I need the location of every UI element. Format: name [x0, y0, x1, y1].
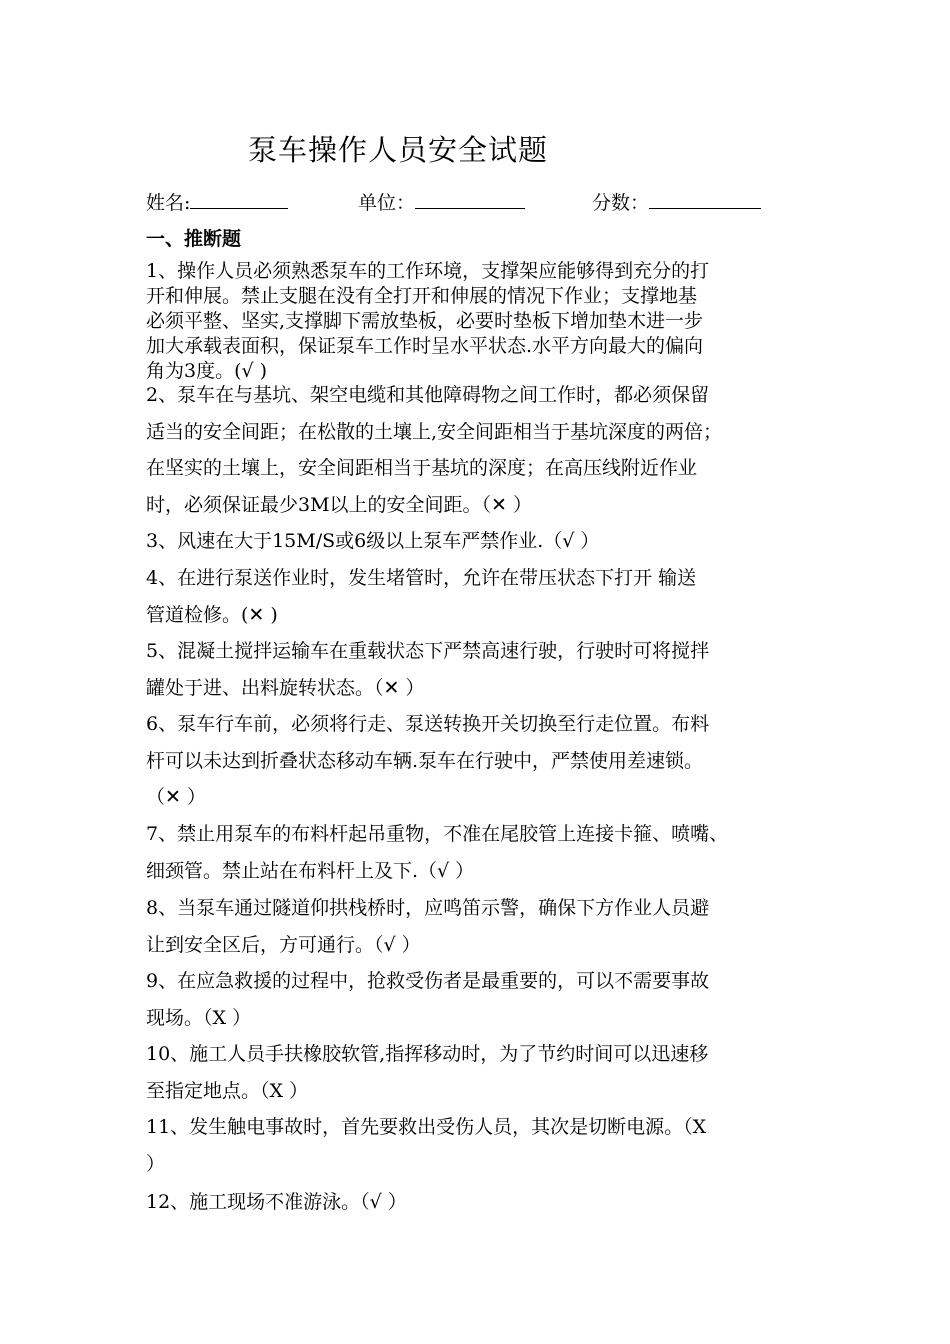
question-line: 4、在进行泵送作业时，发生堵管时，允许在带压状态下打开 输送 [146, 567, 697, 589]
question-line: 管道检修。(✕ ) [146, 603, 278, 626]
question-line: 8、当泵车通过隧道仰拱栈桥时，应鸣笛示警，确保下方作业人员避 [146, 897, 710, 919]
question-1 [146, 259, 836, 384]
question-line: 12、施工现场不准游泳。（√ ） [146, 1191, 407, 1213]
question-line: 7、禁止用泵车的布料杆起吊重物，不准在尾胶管上连接卡箍、喷嘴、 [146, 823, 729, 845]
question-line: 2、泵车在与基坑、架空电缆和其他障碍物之间工作时，都必须保留 [146, 384, 710, 406]
question-line: 11、发生触电事故时，首先要救出受伤人员，其次是切断电源。（X [146, 1116, 707, 1138]
question-line: 开和伸展。禁止支腿在没有全打开和伸展的情况下作业；支撑地基 [146, 285, 698, 307]
unit-field [358, 188, 525, 215]
question-line: 6、泵车行车前，必须将行走、泵送转换开关切换至行走位置。布料 [146, 713, 710, 735]
question-line: 必须平整、坚实,支撑脚下需放垫板，必要时垫板下增加垫木进一步 [146, 310, 704, 332]
question-line: 时，必须保证最少3M以上的安全间距。（✕ ） [146, 493, 533, 516]
question-line: ） [146, 1152, 166, 1175]
question-line: 杆可以未达到折叠状态移动车辆.泵车在行驶中，严禁使用差速锁。 [146, 749, 704, 772]
question-line: 9、在应急救援的过程中，抢救受伤者是最重要的，可以不需要事故 [146, 970, 710, 992]
score-label: 分数： [592, 192, 650, 214]
question-2 [146, 377, 836, 523]
score-blank [649, 188, 761, 209]
question-12 [146, 1184, 836, 1221]
question-line: 3、风速在大于15M/S或6级以上泵车严禁作业.（√ ） [146, 530, 600, 552]
question-6 [146, 706, 836, 816]
question-3 [146, 523, 836, 560]
question-line: 适当的安全间距；在松散的土壤上,安全间距相当于基坑深度的两倍； [146, 420, 723, 443]
question-line: 加大承载表面积，保证泵车工作时呈水平状态.水平方向最大的偏向 [146, 335, 704, 357]
question-11 [146, 1109, 836, 1182]
question-10 [146, 1036, 836, 1109]
question-line: 角为3度。(√ ) [146, 360, 268, 382]
unit-label: 单位： [358, 192, 416, 214]
question-line: 5、混凝土搅拌运输车在重载状态下严禁高速行驶，行驶时可将搅拌 [146, 640, 710, 662]
unit-blank [415, 188, 525, 209]
section-heading: 一、推断题 [146, 228, 242, 250]
name-field [146, 188, 288, 215]
question-line: 在坚实的土壤上，安全间距相当于基坑的深度；在高压线附近作业 [146, 457, 698, 479]
question-7 [146, 816, 836, 889]
question-5 [146, 633, 836, 706]
question-line: 罐处于进、出料旋转状态。（✕ ） [146, 676, 425, 699]
document-title: 泵车操作人员安全试题 [248, 133, 549, 167]
question-line: 1、操作人员必须熟悉泵车的工作环境，支撑架应能够得到充分的打 [146, 260, 710, 282]
question-line: 让到安全区后，方可通行。（√ ） [146, 933, 421, 956]
question-line: 现场。（X ） [146, 1006, 252, 1029]
name-label: 姓名: [146, 192, 191, 214]
question-9 [146, 963, 836, 1036]
question-8 [146, 890, 836, 963]
question-line: 细颈管。禁止站在布料杆上及下.（√ ） [146, 859, 475, 882]
question-line: 10、施工人员手扶橡胶软管,指挥移动时，为了节约时间可以迅速移 [146, 1043, 709, 1065]
name-blank [190, 188, 288, 209]
score-field [592, 188, 761, 215]
question-line: 至指定地点。（X ） [146, 1079, 309, 1102]
question-line: （✕ ） [146, 786, 206, 808]
question-4 [146, 560, 836, 633]
